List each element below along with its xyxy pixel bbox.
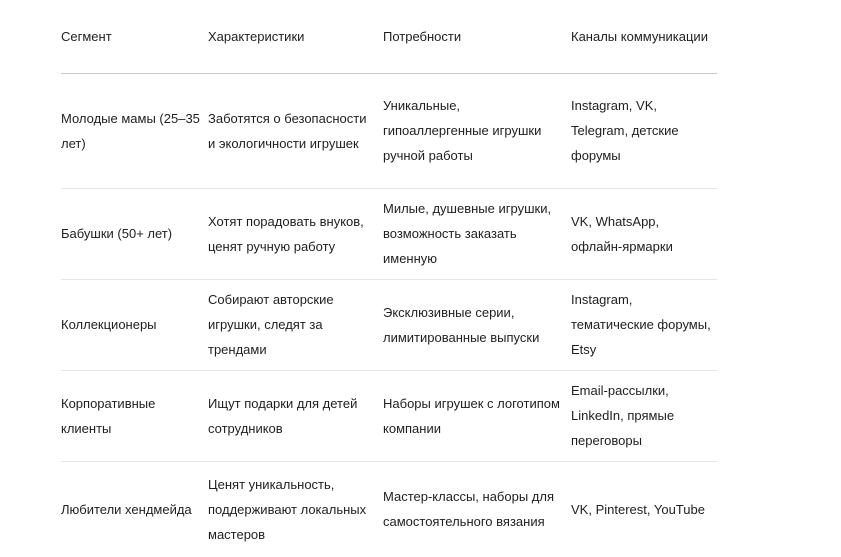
table-row	[61, 279, 717, 370]
cell-channels: VK, Pinterest, YouTube	[571, 501, 705, 517]
cell-needs: Эксклюзивные серии, лимитированные выпуски	[383, 279, 571, 370]
cell-segment: Бабушки (50+ лет)	[61, 188, 208, 279]
cell-channels: Instagram, VK, Telegram, детские форумы	[571, 73, 717, 188]
cell-characteristics: Ценят уникальность, поддерживают локальных мастеров	[208, 476, 367, 542]
cell-segment: Коллекционеры	[61, 279, 208, 370]
cell-characteristics: Ищут подарки для детей сотрудников	[208, 370, 383, 461]
cell-channels: VK, WhatsApp, офлайн-ярмарки	[571, 188, 717, 279]
table-row	[61, 370, 717, 461]
cell-needs: Наборы игрушек с логотипом компании	[383, 370, 571, 461]
cell-segment: Молодые мамы (25–35 лет)	[61, 73, 208, 188]
segments-table	[61, 0, 717, 557]
cell-segment: Любители хендмейда	[61, 501, 192, 517]
table-row	[61, 73, 717, 188]
header-channels: Каналы коммуникации	[571, 0, 717, 73]
cell-channels: Instagram, тематические форумы, Etsy	[571, 279, 717, 370]
header-needs: Потребности	[383, 0, 571, 73]
cell-segment: Корпоративные клиенты	[61, 370, 208, 461]
cell-characteristics: Хотят порадовать внуков, ценят ручную работу	[208, 188, 383, 279]
header-characteristics: Характеристики	[208, 0, 383, 73]
table-row	[61, 461, 717, 557]
segments-table-container	[61, 0, 717, 557]
cell-channels: Email-рассылки, LinkedIn, прямые переговоры	[571, 370, 717, 461]
cell-characteristics: Собирают авторские игрушки, следят за трендами	[208, 279, 383, 370]
header-segment: Сегмент	[61, 0, 208, 73]
cell-needs: Уникальные, гипоаллергенные игрушки ручной работы	[383, 73, 571, 188]
cell-needs: Милые, душевные игрушки, возможность заказать именную	[383, 188, 571, 279]
cell-needs: Мастер-классы, наборы для самостоятельного вязания	[383, 489, 554, 530]
cell-characteristics: Заботятся о безопасности и экологичности игрушек	[208, 73, 383, 188]
table-row	[61, 188, 717, 279]
table-header-row	[61, 0, 717, 73]
